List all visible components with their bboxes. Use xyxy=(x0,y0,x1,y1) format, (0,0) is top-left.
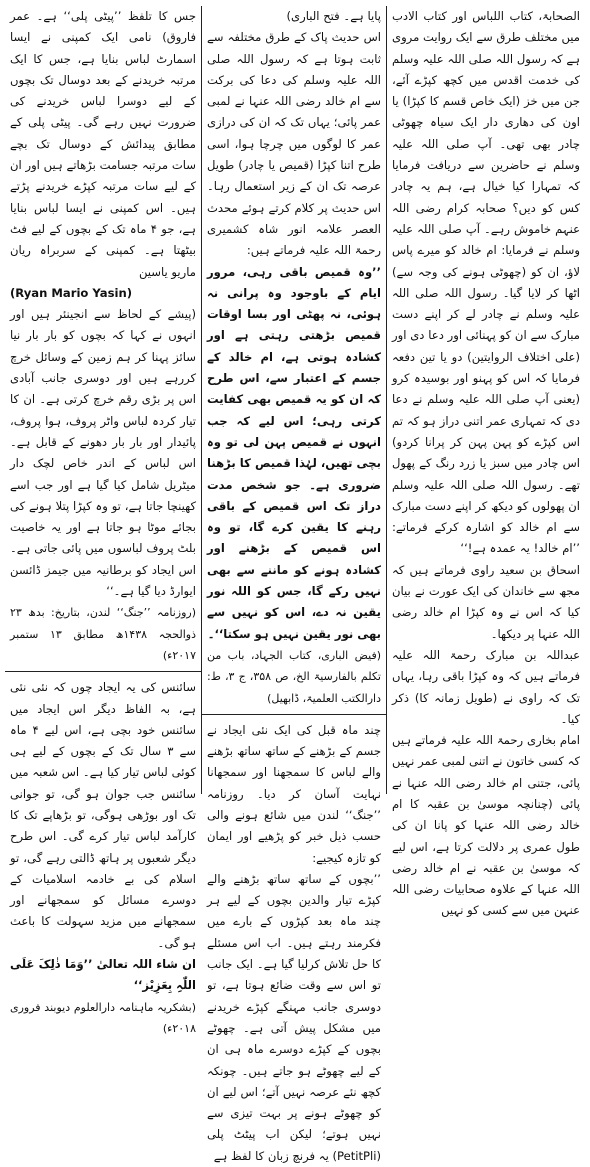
reference: (فیض الباری، کتاب الجہاد، باب من تکلم بالفارسیۃ الخ، ص ۳۵۸، ج ۳، ط: دارالکتب العلمیۃ، ڈابھیل) xyxy=(207,648,381,705)
paragraph: اس حدیث پاک کے طرق مختلفہ سے ثابت ہوتا ہے کہ رسول اللہ صلی اللہ علیہ وسلم کی دعا کی برکت سے ام خالد رضی اللہ عنہا نے لمبی عمر پائی؛ یہاں تک کہ ان کی درازی عمر کا لوگوں میں چرچا ہوا، اسی طرح اتنا کپڑا (قمیص یا چادر) طویل عرصہ تک ان کے زیر استعمال رہا۔ اس حدیث پر کلام کرتے ہوئے محدث العصر علامہ انور شاہ کشمیری رحمۃ اللہ علیہ فرماتے ہیں: xyxy=(207,30,381,258)
reference: (روزنامہ ’’جنگ‘‘ لندن، بتاریخ: بدھ ۲۳ ذوالحجہ ۱۴۳۸ھ مطابق ۱۳ ستمبر ۲۰۱۷ء) xyxy=(10,606,196,662)
name-latin: (Ryan Mario Yasin) xyxy=(10,285,133,300)
quote-paragraph: ’’وہ قمیص باقی رہی، مرور ایام کے باوجود وہ پرانی نہ ہوئی، نہ پھٹی اور بسا اوقات قمیص بڑھتی رہتی ہے اور کشادہ ہوتی ہے، ام خالد کے جسم کے اعتبار سے، اس طرح کہ ان کو یہ قمیص بھی کفایت کرتی رہی؛ اس لیے کہ جب انہوں نے قمیص پہن لی تو وہ بچی تھیں، لہٰذا قمیص کا بڑھنا ضروری ہے۔ جو شخص مدت دراز تک اس قمیص کے باقی رہنے کا یقین کرے گا، تو وہ اس قمیص کے بڑھنے اور کشادہ ہونے کو ماننے سے بھی نہیں رکے گا، جس کو اللہ نور یقین نہ دے، اس کو نہیں سے بھی نور یقین نہیں ہو سکتا‘‘۔ xyxy=(207,264,381,641)
column-left xyxy=(5,6,201,1035)
paragraph: جس کا تلفظ ’’پیٹی پلی‘‘ ہے۔ عمر فاروق) نامی ایک کمپنی نے ایسا اسمارٹ لباس بنایا ہے، جس کا ایک مرتبہ خریدنے کے بعد دوسال تک بچوں کے لیے دوسرا لباس خریدنے کی ضرورت نہیں رہے گی۔ پیٹی پلی کے مطابق پیدائش کے دوسال تک بچے سات مرتبہ جسامت بڑھاتے ہیں اور ان کے لیے سات مرتبہ کپڑے خریدنے پڑتے ہیں۔ اس کمپنی نے ایسا لباس بنایا ہے، جو ۴ ماہ تک کے بچوں کے لیے فٹ بیٹھتا ہے۔ کمپنی کے سربراہ ریان ماریو یاسین xyxy=(10,9,197,279)
paragraph: چند ماہ قبل کی ایک نئی ایجاد نے جسم کے بڑھنے کے ساتھ ساتھ بڑھنے والے لباس کا سمجھنا اور سمجھانا نہایت آسان کر دیا۔ روزنامہ ’’جنگ‘‘ لندن میں شائع ہونے والی حسب ذیل خبر کو پڑھیے اور ایمان کو تازہ کیجیے: xyxy=(207,722,381,865)
paragraph: ’’بچوں کے ساتھ ساتھ بڑھنے والے کپڑے تیار والدین بچوں کے لیے ہر چند ماہ بعد کپڑوں کے بارے میں فکرمند رہتے ہیں۔ اب اس مسئلے کا حل تلاش کرلیا گیا ہے۔ ایک جانب تو اس سے وقت ضائع ہوتا ہے، تو دوسری جانب مہنگے کپڑے خریدنے میں مشکل پیش آتی ہے۔ چھوٹے بچوں کے کپڑے دوسرے ماہ ہی ان کے لیے چھوٹے ہو جاتے ہیں۔ چونکہ کچھ نئے عرصہ نہیں آتے؛ اس لیے ان کو چھوٹے ہونے پر بہت تیزی سے نہیں ہوتے؛ لیکن اب پیٹٹ پلی (PetitPli) یہ فرنچ زبان کا لفظ ہے xyxy=(207,871,381,1163)
paragraph: (پیشے کے لحاظ سے انجینئر ہیں اور انہوں نے کہا کہ بچوں کو بار بار نیا سائز پہنا کر ہم زمین کے وسائل خرچ کررہے ہیں اور دوسری جانب آبادی اس پر بڑی رقم خرچ کرتی ہے۔ ان کا تیار کردہ لباس واٹر پروف، ہوا پروف، پائیدار اور بار بار دھونے کے قابل ہے۔ اس لباس کے اندر خاص لچک دار میٹریل شامل کیا گیا ہے اور جب اسے کھینچا جاتا ہے، تو وہ کپڑا پتلا ہونے کی بجائے موٹا ہو جاتا ہے اور یہ خاصیت بلٹ پروف لباسوں میں پائی جاتی ہے۔ اس ایجاد کو برطانیہ میں جیمز ڈائسن ایوارڈ دیا گیا ہے۔‘‘ xyxy=(10,307,196,599)
paragraph: پایا ہے۔ فتح الباری) xyxy=(286,9,381,23)
reference: (بشکریہ ماہنامہ دارالعلوم دیوبند فروری ۲۰۱۸ء) xyxy=(10,1000,196,1035)
column-right xyxy=(387,6,585,918)
closing-dua: ان شاء اللہ تعالیٰ ’’وَمَا ذٰلِکَ عَلَی اللّٰہِ بِعَزِیْز‘‘ xyxy=(10,957,196,993)
divider xyxy=(5,671,201,672)
divider xyxy=(202,714,386,715)
column-middle xyxy=(201,6,387,1163)
paragraph: امام بخاری رحمۃ اللہ علیہ فرماتے ہیں کہ کسی خاتون نے اتنی لمبی عمر نہیں پائی، جتنی ام خالد رضی اللہ عنہا نے پائی (چنانچہ موسیٰ بن عقبہ کا ام خالد رضی اللہ عنہا کو پانا ان کی طول عمری پر دلالت کرتا ہے، اس لیے کہ موسیٰ بن عقبہ نے ام خالد رضی اللہ عنہا کے علاوہ صحابیات رضی اللہ عنہن میں سے کسی کو نہیں xyxy=(392,733,580,918)
paragraph: الصحابۃ، کتاب اللباس اور کتاب الادب میں مختلف طرق سے ایک روایت مروی ہے کہ رسول اللہ صلی اللہ علیہ وسلم کی خدمت اقدس میں کچھ کپڑے آئے، جن میں خز (ایک خاص قسم کا کپڑا) یا اون کی دھاری دار ایک سیاہ چھوٹی چادر بھی تھی۔ آپ صلی اللہ علیہ وسلم نے حاضرین سے دریافت فرمایا کہ تمہارا کیا خیال ہے، ہم یہ چادر کس کو دیں؟ صحابہ کرام رضی اللہ عنہم خاموش رہے۔ آپ صلی اللہ علیہ وسلم نے فرمایا: ام خالد کو میرے پاس لاؤ، ان کو (چھوٹی ہونے کی وجہ سے) اٹھا کر لایا گیا۔ رسول اللہ صلی اللہ علیہ وسلم نے چادر لے کر اپنے دست مبارک سے ان کو پہنائی اور دعا دی اور (علی اختلاف الروایتین) دو یا تین دفعہ فرمایا کہ اس کو پہنو اور بوسیدہ کرو (یعنی آپ صلی اللہ علیہ وسلم نے دعا دی کہ تمہاری عمر اتنی دراز ہو کہ تم اس کپڑے کو پہن پہن کر پرانا کردو) اس چادر میں سبز یا زرد رنگ کے پھول تھے۔ رسول اللہ صلی اللہ علیہ وسلم ان پھولوں کو دیکھ کر اپنے دست مبارک سے ام خالد کو اشارہ کرکے فرماتے: ’’ام خالد! یہ عمدہ ہے!‘‘ xyxy=(392,9,580,556)
paragraph: اسحاق بن سعید راوی فرماتے ہیں کہ مجھ سے خاندان کی ایک عورت نے بیان کیا کہ اس نے وہ کپڑا ام خالد رضی اللہ عنہا پر دیکھا۔ xyxy=(392,562,580,641)
paragraph: سائنس کی یہ ایجاد چوں کہ نئی نئی ہے، بہ الفاظ دیگر اس ایجاد میں سائنس خود بچی ہے، اس لیے ۴ ماہ سے ۳ سال تک کے بچوں کے لیے ہی کوئی لباس تیار کیا ہے۔ اس شعبہ میں سائنس جب جوان ہو گی، تو جوانی تک اور بوڑھی ہوگی، تو بڑھاپے تک کا کارآمد لباس تیار کرے گی۔ اس طرح دیگر شعبوں پر ہاتھ ڈالتی رہے گی، تو اسلام کی بے خادمہ اسلامیات کے دوسرے مسائل کو سمجھانے اور سمجھانے میں مزید سہولت کا باعث ہو گی۔ xyxy=(10,680,196,950)
paragraph: عبداللہ بن مبارک رحمۃ اللہ علیہ فرماتے ہیں کہ وہ کپڑا باقی رہا، یہاں تک کہ راوی نے (طویل زمانہ کا) ذکر کیا۔ xyxy=(392,647,580,726)
paragraph-name xyxy=(10,283,196,304)
